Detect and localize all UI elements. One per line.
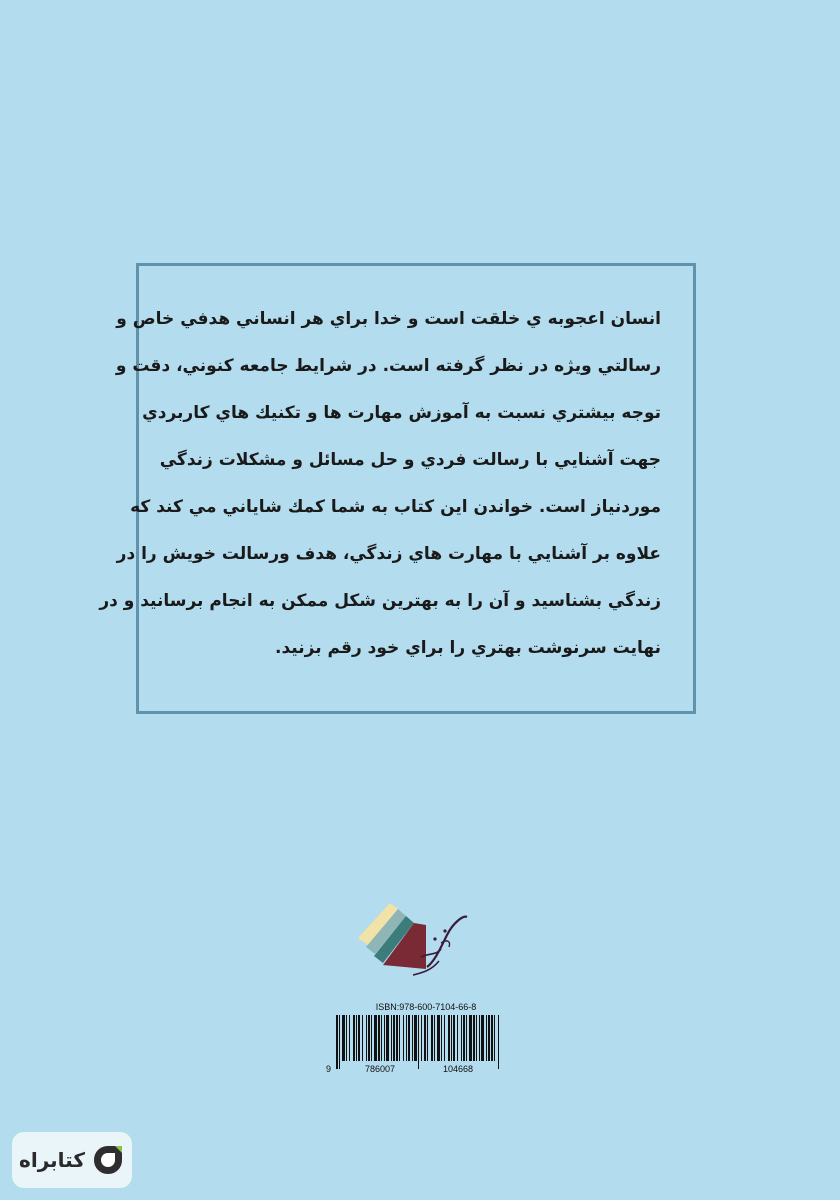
barcode-bar <box>356 1015 357 1061</box>
barcode-bar <box>481 1015 484 1061</box>
description-line: علاوه بر آشنايي با مهارت هاي زندگي، هدف ورسالت خويش را در <box>116 544 661 564</box>
barcode-bar <box>457 1015 458 1061</box>
publisher-logo-icon <box>355 895 480 985</box>
description-frame <box>99 263 696 714</box>
logo-calligraphy-dot <box>443 929 446 932</box>
barcode-bar <box>479 1015 480 1061</box>
barcode-bar <box>346 1015 347 1061</box>
description-line: موردنياز است. خواندن اين كتاب به شما كمك شاياني مي كند كه <box>130 497 661 517</box>
barcode-bar <box>448 1015 450 1061</box>
barcode-bar <box>339 1015 340 1069</box>
barcode-bar <box>461 1015 462 1061</box>
barcode-bar <box>488 1015 490 1061</box>
barcode-bar <box>396 1015 398 1061</box>
description-paragraph <box>99 304 661 680</box>
barcode-bars <box>336 1015 500 1069</box>
barcode-bar <box>378 1015 380 1061</box>
barcode-bar <box>406 1015 407 1061</box>
description-line: نهايت سرنوشت بهتري را براي خود رقم بزنيد. <box>275 638 661 658</box>
barcode-digits-right-group: 104668 <box>443 1064 474 1074</box>
barcode-bar <box>342 1015 345 1061</box>
barcode-bar <box>421 1015 422 1061</box>
logo-calligraphy-stroke <box>427 917 467 967</box>
barcode-bar <box>362 1015 363 1061</box>
barcode-bar <box>384 1015 385 1061</box>
barcode-bar <box>381 1015 382 1061</box>
barcode-bar <box>358 1015 360 1061</box>
barcode-bar <box>473 1015 475 1061</box>
description-line: توجه بيشتري نسبت به آموزش مهارت ها و تكنيك هاي كاربردي <box>142 403 661 423</box>
barcode-bar <box>412 1015 413 1061</box>
barcode-bar <box>418 1015 419 1069</box>
barcode-bar <box>434 1015 435 1061</box>
barcode-bar <box>466 1015 467 1061</box>
barcode-bar <box>441 1015 442 1061</box>
description-line: جهت آشنايي با رسالت فردي و حل مسائل و مشكلات زندگي <box>159 450 661 470</box>
barcode-digits-left-group: 786007 <box>365 1064 396 1074</box>
barcode-digit-left: 9 <box>326 1064 332 1074</box>
barcode-bar <box>451 1015 452 1061</box>
barcode-bar <box>386 1015 389 1061</box>
barcode-bar <box>414 1015 417 1061</box>
barcode-bar <box>366 1015 367 1061</box>
ketabrah-logo-icon <box>91 1143 125 1177</box>
description-line: انسان اعجوبه ي خلقت است و خدا براي هر انساني هدفي خاص و <box>116 309 661 329</box>
barcode-bar <box>498 1015 499 1069</box>
watermark-label: كتابراه <box>19 1148 85 1172</box>
barcode-bar <box>408 1015 410 1061</box>
barcode-bar <box>444 1015 445 1061</box>
barcode-bar <box>424 1015 426 1061</box>
barcode-bar <box>368 1015 370 1061</box>
barcode-bar <box>486 1015 487 1061</box>
barcode-bar <box>476 1015 477 1061</box>
logo-calligraphy-dot <box>433 937 436 940</box>
barcode-bar <box>374 1015 377 1061</box>
barcode-bar <box>427 1015 428 1061</box>
description-line: زندگي بشناسيد و آن را به بهترين شكل ممكن به انجام برسانيد و در <box>99 591 661 611</box>
barcode-bar <box>391 1015 392 1061</box>
barcode-bar <box>491 1015 493 1061</box>
barcode-bar <box>437 1015 440 1061</box>
description-line: رسالتي ويژه در نظر گرفته است. در شرايط جامعه كنوني، دقت و <box>115 356 661 376</box>
ketabrah-watermark <box>12 1132 132 1188</box>
barcode-bar <box>431 1015 433 1061</box>
barcode-bar <box>494 1015 495 1061</box>
barcode-bar <box>453 1015 455 1061</box>
barcode-bar <box>349 1015 350 1061</box>
barcode-bar <box>336 1015 338 1069</box>
barcode-bar <box>399 1015 400 1061</box>
barcode-bar <box>371 1015 372 1061</box>
barcode-bar <box>403 1015 404 1061</box>
barcode-bar <box>393 1015 395 1061</box>
isbn-label: ISBN:978-600-7104-66-8 <box>375 1002 477 1012</box>
barcode-bar <box>353 1015 355 1061</box>
barcode-bar <box>463 1015 465 1061</box>
barcode-bar <box>469 1015 472 1061</box>
